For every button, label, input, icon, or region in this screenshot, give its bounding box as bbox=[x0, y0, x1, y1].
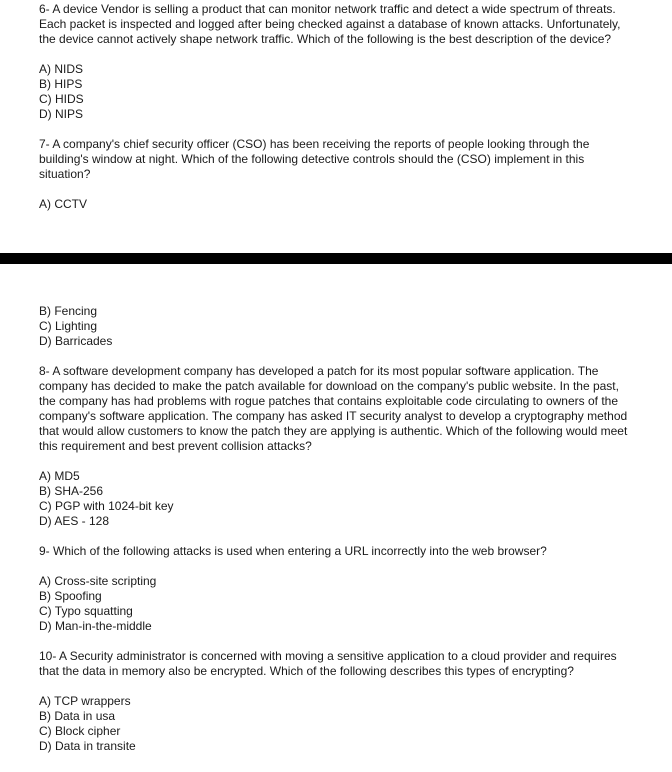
option-10d: D) Data in transite bbox=[39, 739, 136, 753]
option-6b: B) HIPS bbox=[39, 77, 83, 91]
question-9-text: 9- Which of the following attacks is used when entering a URL incorrectly into the web browser? bbox=[39, 544, 547, 558]
option-8d: D) AES - 128 bbox=[39, 514, 110, 528]
question-8-options bbox=[39, 469, 628, 529]
question-8-text: 8- A software development company has developed a patch for its most popular software application. The company has decided to make the patch available for download on the company's public website. In the past, the company has had problems with rogue patches that contains exploitable code circulating to owners of the company's software application. The company has asked IT security analyst to develop a cryptography method that would allow customers to know the patch they are applying is authentic. Which of the following would meet this requirement and best prevent collision attacks? bbox=[39, 364, 628, 453]
option-8a: A) MD5 bbox=[39, 469, 80, 483]
option-6d: D) NIPS bbox=[39, 107, 84, 121]
question-10-options bbox=[39, 694, 628, 754]
option-8b: B) SHA-256 bbox=[39, 484, 104, 498]
question-6-options bbox=[39, 62, 628, 122]
question-7-text: 7- A company's chief security officer (CSO) has been receiving the reports of people looking through the building's window at night. Which of the following detective controls should the (CSO) implement in this situation? bbox=[39, 137, 590, 181]
page-top bbox=[0, 2, 672, 227]
page-bottom bbox=[0, 304, 672, 769]
option-10b: B) Data in usa bbox=[39, 709, 116, 723]
option-7b: B) Fencing bbox=[39, 304, 98, 318]
option-8c: C) PGP with 1024-bit key bbox=[39, 499, 174, 513]
option-6c: C) HIDS bbox=[39, 92, 84, 106]
question-9-options bbox=[39, 574, 628, 634]
option-9a: A) Cross-site scripting bbox=[39, 574, 157, 588]
option-7d: D) Barricades bbox=[39, 334, 113, 348]
option-7a: A) CCTV bbox=[39, 197, 87, 211]
question-10-text: 10- A Security administrator is concerned with moving a sensitive application to a cloud provider and requires that the data in memory also be encrypted. Which of the following describes this types of encrypting? bbox=[39, 649, 617, 678]
question-6-text: 6- A device Vendor is selling a product that can monitor network traffic and detect a wide spectrum of threats. Each packet is inspected and logged after being checked against a database of known attacks. Unfortunately, the device cannot actively shape network traffic. Which of the following is the best description of the device? bbox=[39, 2, 621, 46]
option-9b: B) Spoofing bbox=[39, 589, 102, 603]
page-divider bbox=[0, 253, 672, 264]
option-7c: C) Lighting bbox=[39, 319, 98, 333]
option-10c: C) Block cipher bbox=[39, 724, 121, 738]
option-9c: C) Typo squatting bbox=[39, 604, 133, 618]
question-7-options bbox=[39, 197, 628, 212]
option-9d: D) Man-in-the-middle bbox=[39, 619, 152, 633]
option-10a: A) TCP wrappers bbox=[39, 694, 131, 708]
option-6a: A) NIDS bbox=[39, 62, 84, 76]
question-7-options-continued bbox=[39, 304, 628, 349]
